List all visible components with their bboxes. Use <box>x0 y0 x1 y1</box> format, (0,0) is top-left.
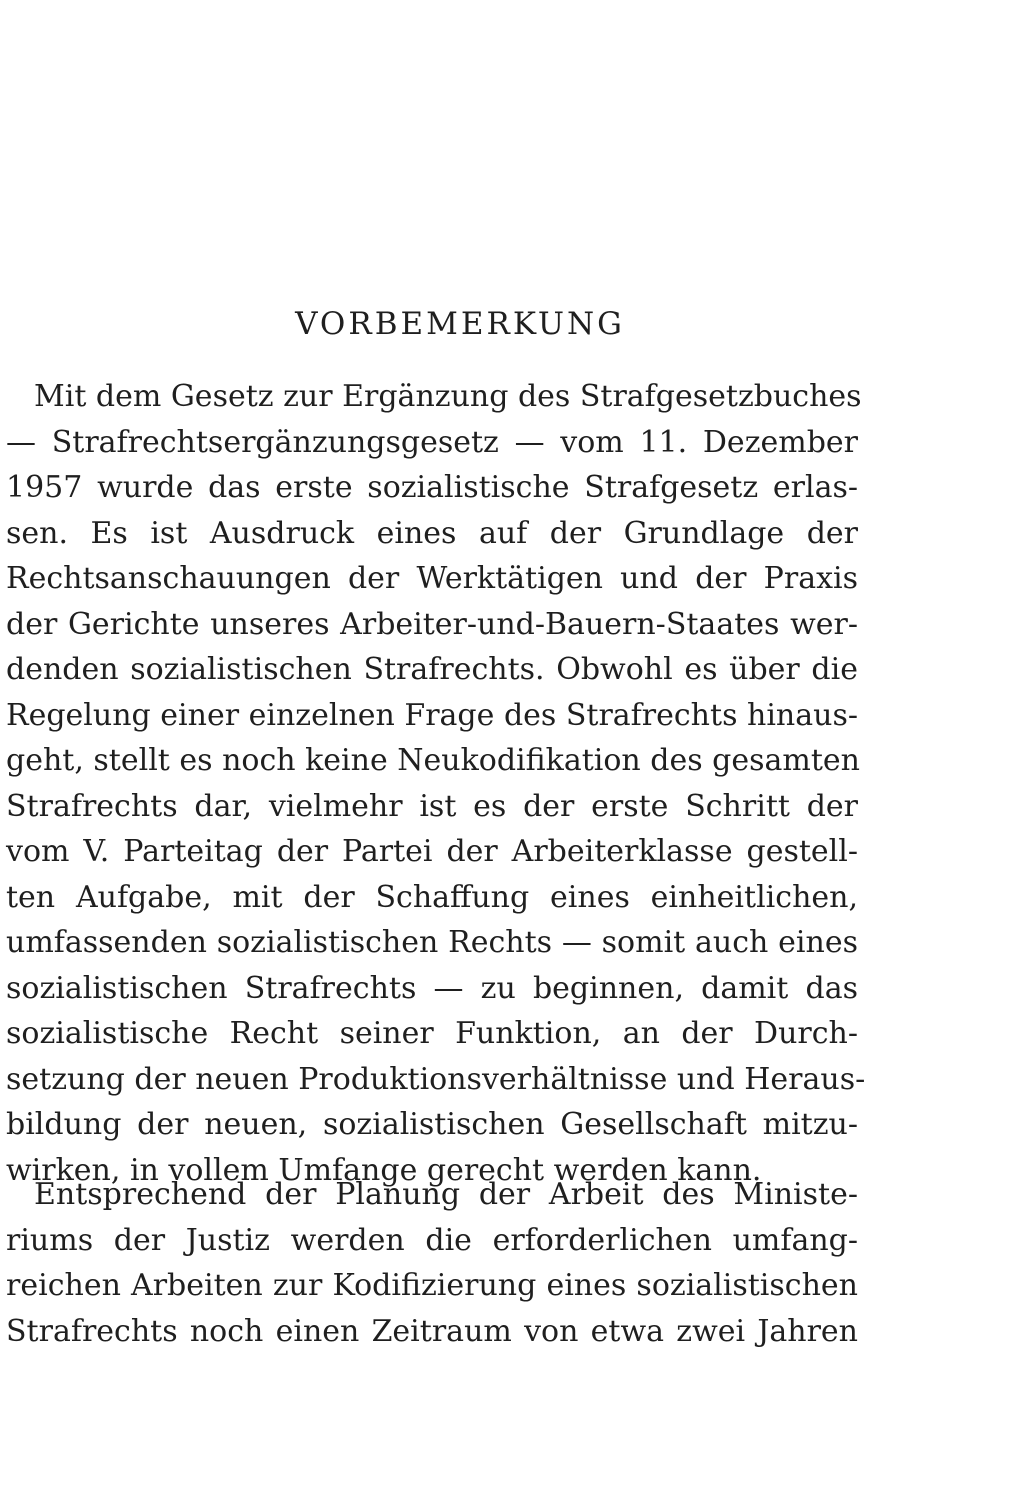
paragraph-1-line: sozialistischen Strafrechts — zu beginnen, damit das <box>6 970 858 1006</box>
paragraph-1-line: der Gerichte unseres Arbeiter-und-Bauern-Staates wer- <box>6 606 858 642</box>
paragraph-2-line: Entsprechend der Planung der Arbeit des Ministe- <box>34 1177 858 1212</box>
paragraph-1-line: setzung der neuen Produktionsverhältnisse und Heraus- <box>6 1061 866 1097</box>
paragraph-1 <box>6 374 866 1193</box>
paragraph-1-line: wirken, in vollem Umfange gerecht werden kann. <box>6 1152 762 1188</box>
paragraph-1-line: Strafrechts dar, vielmehr ist es der erste Schritt der <box>6 788 858 824</box>
paragraph-1-line: — Strafrechtsergänzungsgesetz — vom 11. Dezember <box>6 424 858 460</box>
paragraph-1-line: Regelung einer einzelnen Frage des Strafrechts hinaus- <box>6 697 858 733</box>
paragraph-1-line: Mit dem Gesetz zur Ergänzung des Strafgesetzbuches <box>34 379 862 414</box>
paragraph-2-line: riums der Justiz werden die erforderlichen umfang- <box>6 1222 858 1258</box>
paragraph-1-line: Rechtsanschauungen der Werktätigen und der Praxis <box>6 561 858 596</box>
paragraph-1-line: geht, stellt es noch keine Neukodifikation des gesamten <box>6 743 860 778</box>
paragraph-2-line: Strafrechts noch einen Zeitraum von etwa zwei Jahren <box>6 1313 858 1349</box>
paragraph-2-line: reichen Arbeiten zur Kodifizierung eines sozialistischen <box>6 1268 858 1303</box>
page-heading: VORBEMERKUNG <box>295 306 625 342</box>
paragraph-1-line: vom V. Parteitag der Partei der Arbeiterklasse gestell- <box>6 834 858 869</box>
paragraph-1-line: bildung der neuen, sozialistischen Gesellschaft mitzu- <box>6 1107 858 1142</box>
paragraph-1-line: sen. Es ist Ausdruck eines auf der Grundlage der <box>6 515 858 551</box>
paragraph-1-line: ten Aufgabe, mit der Schaffung eines einheitlichen, <box>6 879 858 915</box>
paragraph-1-line: 1957 wurde das erste sozialistische Strafgesetz erlas- <box>6 470 858 505</box>
paragraph-1-line: umfassenden sozialistischen Rechts — somit auch eines <box>6 925 858 960</box>
paragraph-1-line: sozialistische Recht seiner Funktion, an der Durch- <box>6 1016 858 1051</box>
paragraph-2 <box>6 1172 858 1354</box>
paragraph-1-line: denden sozialistischen Strafrechts. Obwohl es über die <box>6 652 858 687</box>
